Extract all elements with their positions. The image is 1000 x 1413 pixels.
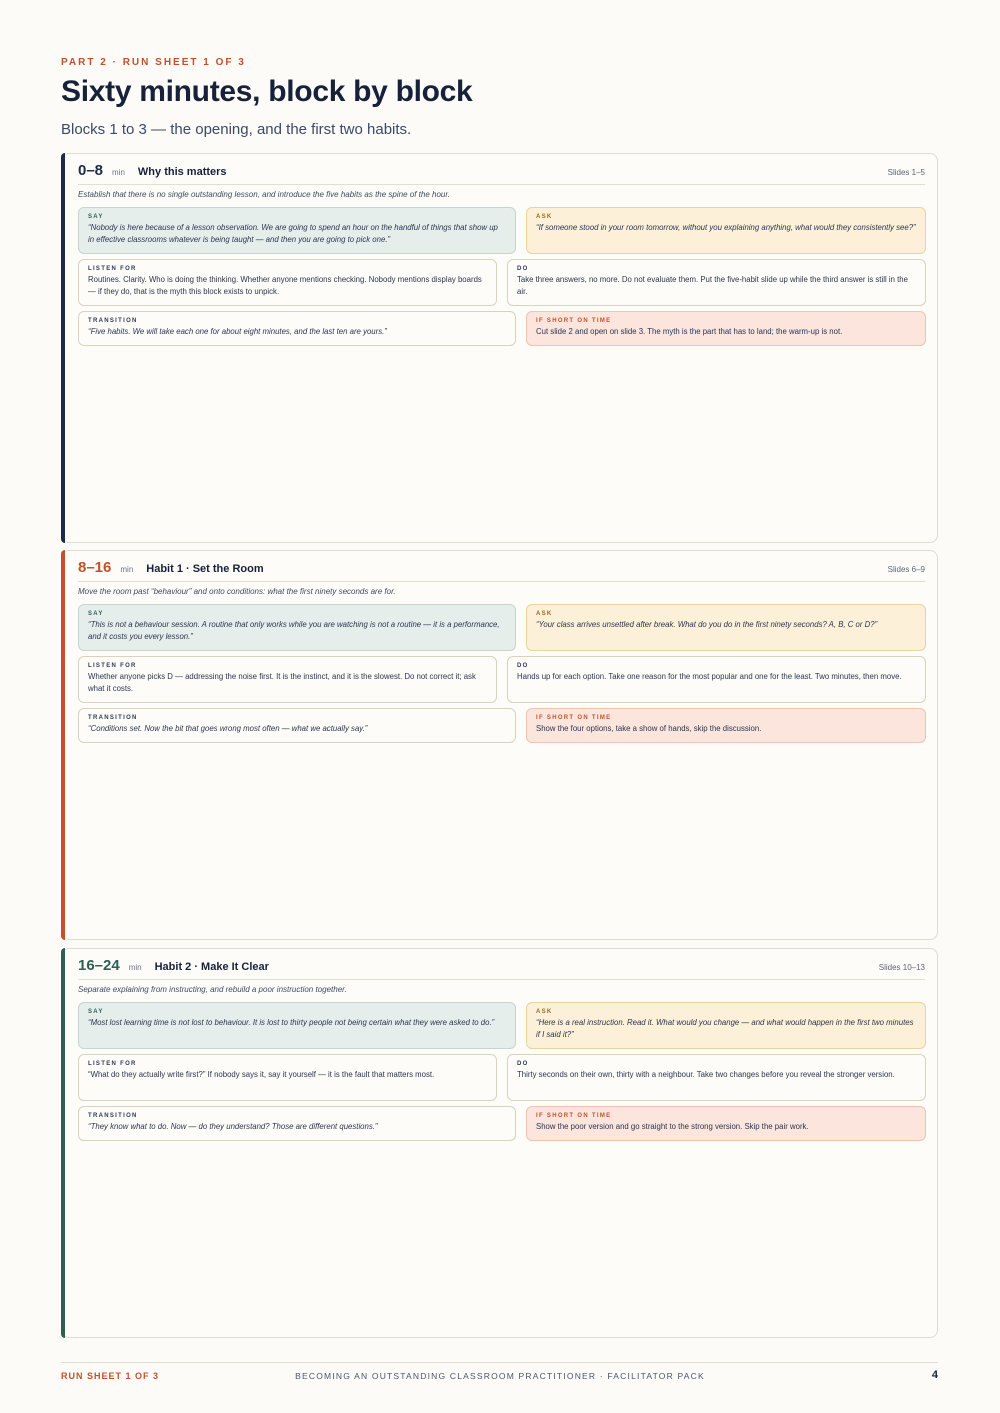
ask-text: “If someone stood in your room tomorrow, without you explaining anything, what would they consistently see?” (536, 223, 916, 232)
transition-text: “Conditions set. Now the bit that goes wrong most often — what we actually say.” (88, 724, 368, 733)
say-label: SAY (88, 1009, 104, 1015)
block-intro: Establish that there is no single outstanding lesson, and introduce the five habits as the spine of the hour. (78, 190, 450, 199)
transition-card (78, 1106, 516, 1141)
footer-document-title: BECOMING AN OUTSTANDING CLASSROOM PRACTITIONER · FACILITATOR PACK (295, 1371, 705, 1381)
block-slides: Slides 1–5 (887, 168, 925, 177)
listen-for-card (78, 259, 497, 306)
do-card (507, 259, 926, 306)
ask-card (526, 207, 926, 254)
do-label: DO (517, 266, 529, 272)
block-title: Why this matters (137, 166, 227, 178)
transition-label: TRANSITION (88, 715, 138, 721)
short-on-time-card (526, 708, 926, 743)
transition-card (78, 311, 516, 346)
say-text: “Most lost learning time is not lost to behaviour. It is lost to thirty people not being certain what they were asked to do.” (88, 1018, 495, 1027)
block-2 (61, 550, 938, 940)
block-slides: Slides 6–9 (887, 565, 925, 574)
do-card (507, 1054, 926, 1101)
block-intro: Separate explaining from instructing, and rebuild a poor instruction together. (78, 985, 347, 994)
ask-label: ASK (536, 1009, 553, 1015)
listen-for-label: LISTEN FOR (88, 1061, 137, 1067)
minutes-unit: min (112, 168, 125, 177)
block-slides: Slides 10–13 (878, 963, 925, 972)
block-header (78, 957, 925, 980)
section-eyebrow: PART 2 · RUN SHEET 1 OF 3 (61, 57, 246, 68)
block-3 (61, 948, 938, 1338)
transition-card (78, 708, 516, 743)
say-text: “This is not a behaviour session. A routine that only works while you are watching is not a routine — it is a performance, and it costs you every lesson.” (88, 620, 500, 641)
listen-for-label: LISTEN FOR (88, 266, 137, 272)
short-on-time-text: Show the four options, take a show of hands, skip the discussion. (536, 724, 762, 733)
block-minutes: 8–16 (78, 559, 112, 576)
block-intro: Move the room past “behaviour” and onto conditions: what the first ninety seconds are for. (78, 587, 396, 596)
short-on-time-text: Cut slide 2 and open on slide 3. The myth is the part that has to land; the warm-up is not. (536, 327, 843, 336)
transition-label: TRANSITION (88, 1113, 138, 1119)
say-card (78, 1002, 516, 1049)
short-on-time-label: IF SHORT ON TIME (536, 318, 612, 324)
transition-text: “They know what to do. Now — do they understand? Those are different questions.” (88, 1122, 378, 1131)
block-title: Habit 2 · Make It Clear (154, 961, 269, 973)
block-accent-bar (61, 948, 65, 1338)
say-card (78, 207, 516, 254)
block-header (78, 559, 925, 582)
do-card (507, 656, 926, 703)
do-text: Take three answers, no more. Do not evaluate them. Put the five-habit slide up while the third answer is still in the air. (517, 275, 908, 296)
page-subtitle: Blocks 1 to 3 — the opening, and the first two habits. (61, 121, 412, 138)
do-label: DO (517, 663, 529, 669)
listen-for-card (78, 1054, 497, 1101)
short-on-time-label: IF SHORT ON TIME (536, 715, 612, 721)
page-title: Sixty minutes, block by block (61, 75, 473, 108)
short-on-time-card (526, 311, 926, 346)
footer-divider (61, 1362, 938, 1363)
ask-text: “Here is a real instruction. Read it. What would you change — and what would happen in the first two minutes if I said it?” (536, 1018, 914, 1039)
ask-card (526, 604, 926, 651)
listen-for-text: Routines. Clarity. Who is doing the thinking. Whether anyone mentions checking. Nobody mentions display boards — if they do, that is the myth this block exists to unpick. (88, 275, 482, 296)
listen-for-label: LISTEN FOR (88, 663, 137, 669)
say-card (78, 604, 516, 651)
ask-card (526, 1002, 926, 1049)
block-accent-bar (61, 550, 65, 940)
page-number: 4 (931, 1369, 938, 1381)
do-label: DO (517, 1061, 529, 1067)
ask-label: ASK (536, 611, 553, 617)
block-title: Habit 1 · Set the Room (146, 563, 264, 575)
minutes-unit: min (120, 565, 134, 574)
say-text: “Nobody is here because of a lesson observation. We are going to spend an hour on the handful of things that show up in effective classrooms whatever is being taught — and then you are going to pick one.” (88, 223, 498, 244)
ask-text: “Your class arrives unsettled after break. What do you do in the first ninety seconds? A, B, C or D?” (536, 620, 878, 629)
block-1 (61, 153, 938, 543)
transition-text: “Five habits. We will take each one for about eight minutes, and the last ten are yours.” (88, 327, 387, 336)
block-header (78, 162, 925, 185)
short-on-time-text: Show the poor version and go straight to the strong version. Skip the pair work. (536, 1122, 809, 1131)
block-minutes: 16–24 (78, 957, 120, 974)
block-accent-bar (61, 153, 65, 543)
block-minutes: 0–8 (78, 162, 104, 179)
transition-label: TRANSITION (88, 318, 138, 324)
ask-label: ASK (536, 214, 553, 220)
listen-for-card (78, 656, 497, 703)
listen-for-text: Whether anyone picks D — addressing the noise first. It is the instinct, and it is the slowest. Do not correct it; ask what it costs. (88, 672, 476, 693)
say-label: SAY (88, 611, 104, 617)
short-on-time-card (526, 1106, 926, 1141)
minutes-unit: min (128, 963, 142, 972)
do-text: Thirty seconds on their own, thirty with a neighbour. Take two changes before you reveal the stronger version. (517, 1070, 895, 1079)
do-text: Hands up for each option. Take one reason for the most popular and one for the least. Two minutes, then move. (517, 672, 902, 681)
footer-section-label: RUN SHEET 1 OF 3 (61, 1371, 160, 1381)
say-label: SAY (88, 214, 104, 220)
short-on-time-label: IF SHORT ON TIME (536, 1113, 612, 1119)
listen-for-text: “What do they actually write first?” If nobody says it, say it yourself — it is the fault that matters most. (88, 1070, 435, 1079)
